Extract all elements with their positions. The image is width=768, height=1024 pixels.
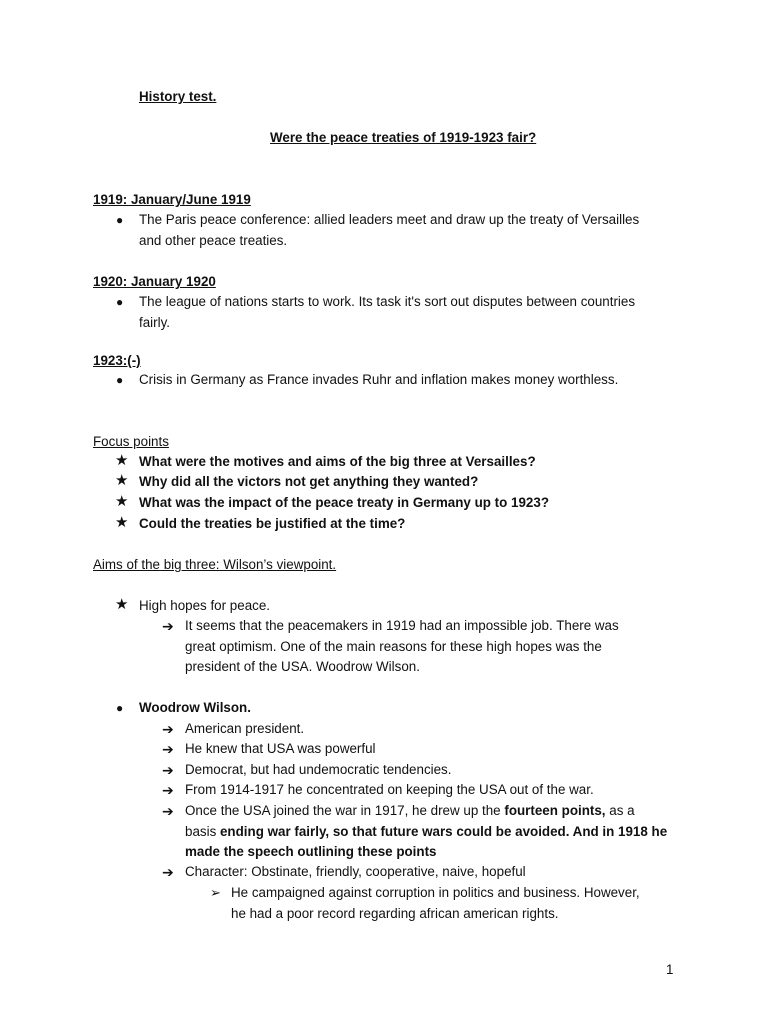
arrow-icon: ➔ (162, 803, 174, 819)
document-title: History test. (139, 89, 217, 104)
arrow-icon: ➔ (162, 762, 174, 778)
focus-point-1: What were the motives and aims of the big three at Versailles? (139, 454, 536, 469)
aims-heading: Aims of the big three: Wilson’s viewpoint. (93, 557, 337, 572)
arrow-icon: ➔ (162, 741, 174, 757)
bullet-icon: ● (116, 213, 124, 227)
bullet-icon: ● (116, 295, 124, 309)
timeline-1919-text: The Paris peace conference: allied leaders meet and draw up the treaty of Versailles and other peace treaties. (139, 212, 640, 248)
star-icon: ★ (115, 472, 129, 489)
wilson-joined-war: Once the USA joined the war in 1917, he drew up the fourteen points, as a basis ending war fairly, so that future wars could be avoided. And in 1918 he made the speech outlining these points (185, 803, 668, 859)
focus-point-2: Why did all the victors not get anything they wanted? (139, 474, 479, 489)
hopes-text: It seems that the peacemakers in 1919 had an impossible job. There was great optimism. One of the main reasons for these high hopes was the president of the USA. Woodrow Wilson. (185, 618, 619, 674)
star-icon: ★ (115, 452, 129, 469)
focus-point-3: What was the impact of the peace treaty in Germany up to 1923? (139, 495, 550, 510)
triangle-arrow-icon: ➢ (210, 885, 221, 900)
document-question: Were the peace treaties of 1919-1923 fair? (270, 130, 537, 145)
wilson-item-1: American president. (185, 721, 305, 736)
bullet-icon: ● (116, 701, 124, 715)
timeline-1920-heading: 1920: January 1920 (93, 274, 216, 289)
timeline-1923-text: Crisis in Germany as France invades Ruhr and inflation makes money worthless. (139, 372, 619, 387)
timeline-1923-heading: 1923:(-) (93, 353, 141, 368)
arrow-icon: ➔ (162, 864, 174, 880)
arrow-icon: ➔ (162, 782, 174, 798)
timeline-1919-heading: 1919: January/June 1919 (93, 192, 251, 207)
wilson-record-text: He campaigned against corruption in politics and business. However, he had a poor record regarding african american rights. (231, 885, 640, 921)
star-icon: ★ (115, 596, 129, 613)
timeline-1920-text: The league of nations starts to work. Its task it's sort out disputes between countries fairly. (139, 294, 636, 330)
wilson-character: Character: Obstinate, friendly, cooperative, naive, hopeful (185, 864, 526, 879)
star-icon: ★ (115, 493, 129, 510)
page-number: 1 (666, 962, 674, 977)
hopes-title: High hopes for peace. (139, 598, 271, 613)
wilson-item-3: Democrat, but had undemocratic tendencies. (185, 762, 452, 777)
arrow-icon: ➔ (162, 721, 174, 737)
focus-heading: Focus points (93, 434, 169, 449)
focus-point-4: Could the treaties be justified at the time? (139, 516, 406, 531)
wilson-item-4: From 1914-1917 he concentrated on keeping the USA out of the war. (185, 782, 594, 797)
star-icon: ★ (115, 514, 129, 531)
bullet-icon: ● (116, 373, 124, 387)
wilson-item-2: He knew that USA was powerful (185, 741, 376, 756)
arrow-icon: ➔ (162, 618, 174, 634)
wilson-title: Woodrow Wilson. (139, 700, 251, 715)
